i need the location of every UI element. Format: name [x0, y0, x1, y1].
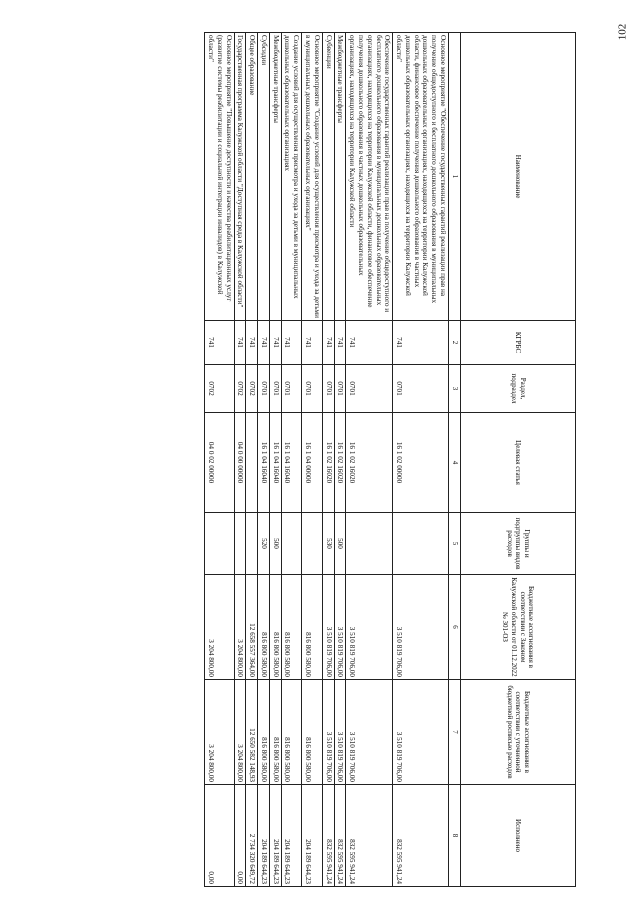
cell-group: [346, 513, 393, 575]
cell-budget-law: 3 510 819 706,00: [346, 575, 393, 680]
cell-group: [281, 513, 302, 575]
cell-budget-updated: 816 800 580,00: [269, 680, 281, 785]
cell-budget-law: 816 800 580,00: [281, 575, 302, 680]
cell-group: [393, 513, 449, 575]
cell-group: [205, 513, 234, 575]
cell-name: Субсидии: [258, 33, 270, 321]
header-section: Раздел, подраздел: [461, 365, 576, 413]
cell-target: 16 1 04 16040: [258, 413, 270, 513]
cell-executed: 832 595 941,24: [322, 785, 334, 887]
cell-group: [234, 513, 246, 575]
table-row: [346, 33, 393, 887]
header-target: Целевая статья: [461, 413, 576, 513]
cell-budget-updated: 816 800 580,00: [258, 680, 270, 785]
header-name: Наименование: [461, 33, 576, 321]
cell-target: 16 1 02 16020: [322, 413, 334, 513]
cell-target: 16 1 04 16040: [269, 413, 281, 513]
cell-section: 0701: [322, 365, 334, 413]
header-row: [461, 33, 576, 887]
cell-budget-law: 3 510 819 706,00: [322, 575, 334, 680]
cell-target: 04 0 00 00000: [234, 413, 246, 513]
cell-kgrbs: 741: [393, 321, 449, 365]
table-row: [205, 33, 234, 887]
cell-target: 16 1 04 16040: [281, 413, 302, 513]
cell-group: 500: [269, 513, 281, 575]
column-number: 6: [449, 575, 461, 680]
table-row: [302, 33, 323, 887]
cell-target: 16 1 02 16020: [346, 413, 393, 513]
column-number: 1: [449, 33, 461, 321]
cell-budget-law: 3 204 800,00: [234, 575, 246, 680]
cell-kgrbs: 741: [346, 321, 393, 365]
column-number: 7: [449, 680, 461, 785]
cell-section: 0701: [281, 365, 302, 413]
table-row: [334, 33, 346, 887]
budget-table: [204, 32, 576, 887]
table-row: [281, 33, 302, 887]
cell-budget-updated: 12 650 582 148,93: [246, 680, 258, 785]
cell-kgrbs: 741: [334, 321, 346, 365]
cell-executed: 832 595 941,24: [346, 785, 393, 887]
cell-name: Государственная программа Калужской области "Доступная среда в Калужской области": [234, 33, 246, 321]
column-number-row: [449, 33, 461, 887]
cell-group: 500: [334, 513, 346, 575]
column-number: 8: [449, 785, 461, 887]
cell-name: Обеспечение государственных гарантий реализации прав на получение общедоступного и бесплатного дошкольного образования в муниципальных дошкольных образовательных организациях, находящихся на территории Калужской области, финансовое обеспечение получения дошкольного образования в частных дошкольных образовательных организациях, находящихся на территории Калужской области: [346, 33, 393, 321]
table-row: [234, 33, 246, 887]
cell-name: Основное мероприятие "Обеспечение государственных гарантий реализации прав на получение общедоступного и бесплатного дошкольного образования в муниципальных дошкольных образовательных организациях, находящихся на территории Калужской области, финансовое обеспечение получения дошкольного образования в частных дошкольных образовательных организациях, находящихся на территории Калужской области": [393, 33, 449, 321]
cell-budget-law: 816 800 580,00: [258, 575, 270, 680]
header-executed: Исполнено: [461, 785, 576, 887]
cell-section: 0701: [302, 365, 323, 413]
cell-kgrbs: 741: [258, 321, 270, 365]
cell-section: 0701: [269, 365, 281, 413]
cell-kgrbs: 741: [234, 321, 246, 365]
page-number: 102: [616, 23, 628, 41]
cell-budget-updated: 3 510 819 706,00: [393, 680, 449, 785]
cell-target: 16 1 02 00000: [393, 413, 449, 513]
header-kgrbs: КГРБС: [461, 321, 576, 365]
cell-name: Межбюджетные трансферты: [269, 33, 281, 321]
cell-budget-law: 3 204 800,00: [205, 575, 234, 680]
cell-target: [246, 413, 258, 513]
table-row: [246, 33, 258, 887]
cell-executed: 204 189 644,23: [258, 785, 270, 887]
cell-budget-updated: 816 800 580,00: [281, 680, 302, 785]
cell-target: 04 0 02 00000: [205, 413, 234, 513]
cell-section: 0701: [346, 365, 393, 413]
table-row: [393, 33, 449, 887]
cell-kgrbs: 741: [302, 321, 323, 365]
cell-executed: 204 189 644,23: [302, 785, 323, 887]
cell-executed: 0,00: [205, 785, 234, 887]
cell-kgrbs: 741: [205, 321, 234, 365]
cell-budget-law: 816 800 580,00: [302, 575, 323, 680]
cell-budget-law: 12 658 557 364,00: [246, 575, 258, 680]
table-row: [269, 33, 281, 887]
cell-executed: 204 189 644,23: [281, 785, 302, 887]
column-number: 3: [449, 365, 461, 413]
cell-budget-updated: 3 204 800,00: [205, 680, 234, 785]
cell-executed: 832 595 941,24: [334, 785, 346, 887]
cell-group: 520: [258, 513, 270, 575]
cell-budget-updated: 3 510 819 706,00: [346, 680, 393, 785]
cell-budget-updated: 3 204 800,00: [234, 680, 246, 785]
cell-budget-law: 3 510 819 706,00: [334, 575, 346, 680]
cell-name: Создание условий для осуществления присмотра и ухода за детьми в муниципальных дошкольных образовательных организациях: [281, 33, 302, 321]
header-budget-law: Бюджетные ассигнования в соответствии с Законом Калужской области от 01.12.2022 № 301-ОЗ: [461, 575, 576, 680]
cell-executed: 2 734 320 649,72: [246, 785, 258, 887]
table-row: [258, 33, 270, 887]
cell-target: 16 1 02 16020: [334, 413, 346, 513]
cell-name: Субвенции: [322, 33, 334, 321]
cell-budget-updated: 816 800 580,00: [302, 680, 323, 785]
cell-name: Основное мероприятие "Создание условий для осуществления присмотра и ухода за детьми в муниципальных дошкольных образовательных организациях": [302, 33, 323, 321]
column-number: 4: [449, 413, 461, 513]
cell-section: 0702: [246, 365, 258, 413]
cell-executed: 0,00: [234, 785, 246, 887]
cell-name: Межбюджетные трансферты: [334, 33, 346, 321]
cell-section: 0701: [334, 365, 346, 413]
cell-name: Основное мероприятие "Повышение доступности и качества реабилитационных услуг (развитие системы реабилитации и социальной интеграции инвалидов) в Калужской области": [205, 33, 234, 321]
cell-kgrbs: 741: [269, 321, 281, 365]
cell-budget-updated: 3 510 819 706,00: [334, 680, 346, 785]
table-row: [322, 33, 334, 887]
cell-budget-law: 816 800 580,00: [269, 575, 281, 680]
cell-kgrbs: 741: [322, 321, 334, 365]
cell-executed: 832 595 941,24: [393, 785, 449, 887]
column-number: 2: [449, 321, 461, 365]
cell-group: [302, 513, 323, 575]
cell-section: 0701: [258, 365, 270, 413]
cell-kgrbs: 741: [246, 321, 258, 365]
cell-group: [246, 513, 258, 575]
header-budget-updated: Бюджетные ассигнования в соответствии с уточненной бюджетной росписью расходов: [461, 680, 576, 785]
budget-table-rotated: [148, 32, 576, 886]
cell-name: Общее образование: [246, 33, 258, 321]
cell-section: 0702: [234, 365, 246, 413]
cell-group: 530: [322, 513, 334, 575]
cell-section: 0701: [393, 365, 449, 413]
column-number: 5: [449, 513, 461, 575]
header-group: Группы и подгруппы видов расходов: [461, 513, 576, 575]
cell-budget-updated: 3 510 819 706,00: [322, 680, 334, 785]
cell-target: 16 1 04 00000: [302, 413, 323, 513]
cell-kgrbs: 741: [281, 321, 302, 365]
cell-budget-law: 3 510 819 706,00: [393, 575, 449, 680]
cell-executed: 204 189 644,23: [269, 785, 281, 887]
cell-section: 0702: [205, 365, 234, 413]
